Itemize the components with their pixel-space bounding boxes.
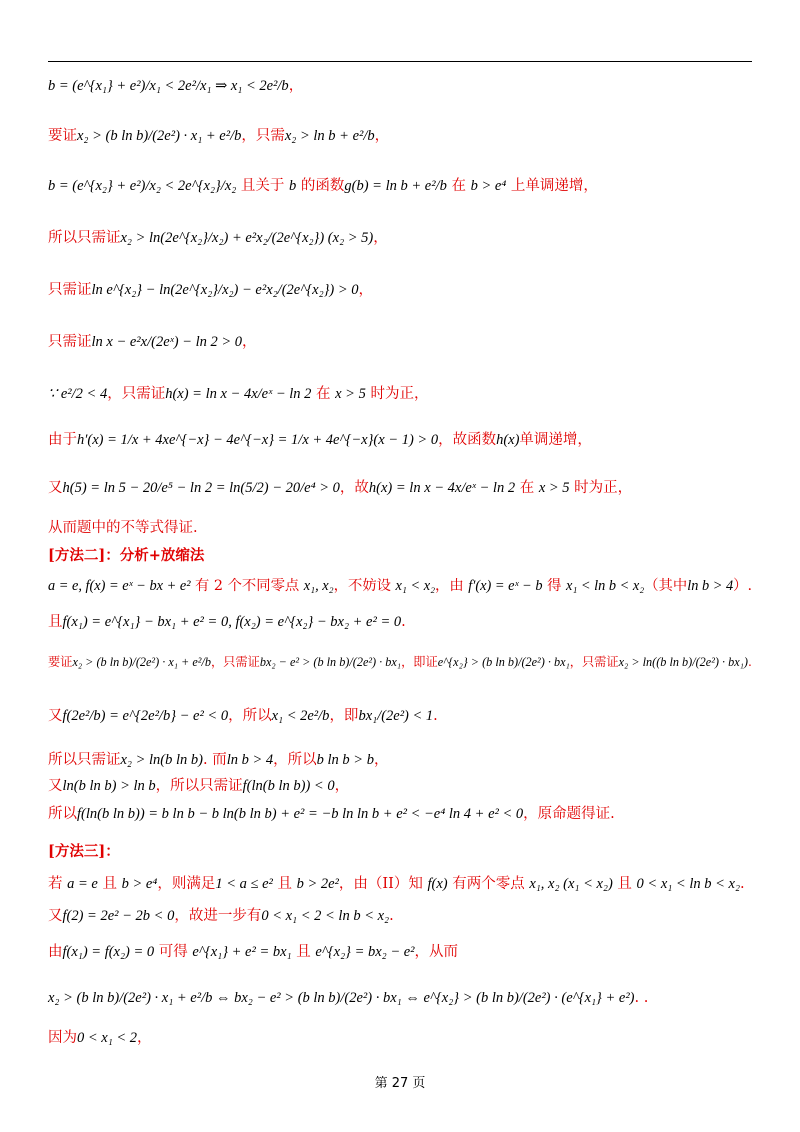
annotation-text: 可得 — [154, 944, 193, 960]
math-expression: b > 2e² — [296, 876, 339, 892]
annotation-text: 有两个零点 — [447, 876, 530, 892]
math-expression: e^{x₂} = bx₂ − e² — [315, 944, 415, 960]
annotation-text: 且 — [291, 944, 316, 960]
annotation-text: . — [433, 708, 438, 724]
math-expression: x₂ > (b ln b)/(2e²) · x₁ + e²/b ⇔ bx₂ − e² > (b ln b)/(2e²) · bx₁ ⇔ e^{x₂} > (b ln b)/(2e²) · (e^{x₁} + e²) — [48, 990, 635, 1006]
annotation-text: 且 — [272, 876, 297, 892]
annotation-text: ，故函数 — [438, 432, 497, 448]
text-line-8 — [48, 430, 592, 450]
annotation-text: . 而 — [202, 752, 227, 768]
math-expression: 0 < x₁ < ln b < x₂ — [636, 876, 740, 892]
math-expression: b = (e^{x₂} + e²)/x₂ < 2e^{x₂}/x₂ — [48, 178, 237, 194]
text-line-6 — [48, 332, 257, 352]
annotation-text: . — [401, 614, 406, 630]
annotation-text: 有 2 个不同零点 — [190, 578, 304, 594]
annotation-text: ， — [137, 1030, 152, 1046]
annotation-text: 所以 — [48, 806, 77, 822]
math-expression: 0 < x₁ < 2 < ln b < x₂ — [261, 908, 390, 924]
math-expression: f(2) = 2e² − 2b < 0 — [62, 908, 175, 924]
math-expression: x₁, x₂ (x₁ < x₂) — [529, 876, 613, 892]
text-line-3 — [48, 176, 598, 196]
math-expression: b — [289, 178, 297, 194]
annotation-text: ，所以 — [273, 752, 317, 768]
math-expression: x₂ > ln(2e^{x₂}/x₂) + e²x₂/(2e^{x₂}) (x₂ > 5) — [120, 230, 374, 246]
annotation-text: ，由 — [435, 578, 469, 594]
math-expression: a = e — [67, 876, 98, 892]
math-expression: ln b > 4 — [687, 578, 734, 594]
text-line-4 — [48, 228, 388, 248]
math-expression: f(ln(b ln b)) < 0 — [242, 778, 335, 794]
annotation-text: . — [389, 908, 394, 924]
annotation-text: 在 — [515, 480, 539, 496]
text-line-10 — [48, 518, 198, 538]
annotation-text: ， — [373, 230, 388, 246]
annotation-text: 因为 — [48, 1030, 77, 1046]
math-expression: f(ln(b ln b)) = b ln b − b ln(b ln b) + e² = −b ln ln b + e² < −e⁴ ln 4 + e² < 0 — [77, 806, 524, 822]
text-line-2 — [48, 126, 389, 146]
annotation-text: 由 — [48, 944, 63, 960]
section-heading: [方法二]：分析+放缩法 — [48, 547, 205, 564]
text-line-24 — [48, 1028, 152, 1048]
text-line-17 — [48, 776, 349, 796]
math-expression: ln x − e²x/(2eˣ) − ln 2 > 0 — [91, 334, 243, 350]
annotation-text: ， — [374, 128, 390, 144]
annotation-text: ，故进一步有 — [174, 908, 262, 924]
annotation-text: ，所以只需证 — [155, 778, 243, 794]
math-expression: 1 < a ≤ e² — [215, 876, 273, 892]
annotation-text: . — [747, 655, 752, 669]
page-number: 第 27 页 — [374, 1076, 426, 1091]
annotation-text: 单调递增， — [519, 432, 592, 448]
annotation-text: ，即证 — [401, 655, 438, 669]
math-expression: bx₁/(2e²) < 1 — [358, 708, 434, 724]
annotation-text: ，原命题得证. — [523, 806, 615, 822]
math-expression: bx₂ − e² > (b ln b)/(2e²) · bx₁ — [259, 655, 402, 669]
math-expression: e^{x₂} > (b ln b)/(2e²) · bx₁ — [437, 655, 570, 669]
text-line-20 — [48, 874, 745, 894]
text-line-14 — [48, 652, 752, 672]
annotation-text: ， — [358, 282, 374, 298]
annotation-text: ， — [242, 334, 257, 350]
annotation-text: 且 — [48, 614, 63, 630]
annotation-text: ，则满足 — [157, 876, 216, 892]
text-line-5 — [48, 280, 373, 300]
math-expression: h(5) = ln 5 − 20/e⁵ − ln 2 = ln(5/2) − 20/e⁴ > 0 — [62, 480, 340, 496]
math-expression: x₂ > (b ln b)/(2e²) · x₁ + e²/b — [72, 655, 211, 669]
math-expression: x₁ < ln b < x₂ — [565, 578, 645, 594]
annotation-text: 所以只需证 — [48, 230, 121, 246]
annotation-text: 所以只需证 — [48, 752, 121, 768]
math-expression: x₁ < 2e²/b — [271, 708, 330, 724]
annotation-text: 又 — [48, 778, 63, 794]
text-line-16 — [48, 750, 388, 770]
math-expression: f′(x) = eˣ − b — [468, 578, 543, 594]
annotation-text: . — [740, 876, 745, 892]
annotation-text: 由于 — [48, 432, 77, 448]
text-line-18 — [48, 804, 615, 824]
annotation-text: ，由（II）知 — [338, 876, 428, 892]
math-expression: b > e⁴ — [470, 178, 507, 194]
annotation-text: 时为正， — [365, 386, 429, 402]
math-expression: e^{x₁} + e² = bx₁ — [192, 944, 292, 960]
annotation-text: ，即 — [329, 708, 359, 724]
annotation-text: 的函数 — [296, 178, 345, 194]
annotation-text: 时为正， — [569, 480, 633, 496]
math-expression: ∵ e²/2 < 4 — [48, 386, 108, 402]
math-expression: f(x) — [427, 876, 448, 892]
text-line-9 — [48, 478, 632, 498]
math-expression: h(x) = ln x − 4x/eˣ − ln 2 — [165, 386, 312, 402]
math-expression: g(b) = ln b + e²/b — [344, 178, 447, 194]
math-expression: f(x₁) = e^{x₁} − bx₁ + e² = 0, f(x₂) = e^{x₂} − bx₂ + e² = 0 — [62, 614, 402, 630]
math-expression: x > 5 — [538, 480, 570, 496]
annotation-text: 若 — [48, 876, 68, 892]
annotation-text: 且 — [612, 876, 637, 892]
annotation-text: ， — [334, 778, 350, 794]
text-line-15 — [48, 706, 438, 726]
math-expression: h′(x) = 1/x + 4xe^{−x} − 4e^{−x} = 1/x + 4e^{−x}(x − 1) > 0 — [77, 432, 439, 448]
annotation-text: 且关于 — [236, 178, 290, 194]
math-expression: b > e⁴ — [121, 876, 158, 892]
annotation-text: ，只需证 — [107, 386, 166, 402]
text-line-23 — [48, 988, 648, 1008]
annotation-text: ，故 — [339, 480, 369, 496]
math-expression: f(2e²/b) = e^{2e²/b} − e² < 0 — [62, 708, 229, 724]
text-line-13 — [48, 612, 406, 632]
math-expression: b ln b > b — [316, 752, 374, 768]
math-expression: x₂ > ln(b ln b) — [120, 752, 203, 768]
annotation-text: （其中 — [644, 578, 688, 594]
math-expression: x > 5 — [335, 386, 366, 402]
annotation-text: 且 — [97, 876, 122, 892]
annotation-text: 得 — [542, 578, 566, 594]
text-line-21 — [48, 906, 394, 926]
annotation-text: ， — [288, 78, 304, 94]
annotation-text: ，只需证 — [569, 655, 619, 669]
math-expression: ln e^{x₂} − ln(2e^{x₂}/x₂) − e²x₂/(2e^{x₂}) > 0 — [91, 282, 359, 298]
text-line-12 — [48, 576, 752, 596]
annotation-text: 要证 — [48, 655, 73, 669]
header-rule — [48, 61, 752, 62]
text-line-11 — [48, 546, 204, 566]
annotation-text: 只需证 — [48, 334, 92, 350]
math-expression: x₂ > (b ln b)/(2e²) · x₁ + e²/b — [77, 128, 242, 144]
annotation-text: ，从而 — [414, 944, 459, 960]
math-expression: h(x) — [496, 432, 520, 448]
annotation-text: 上单调递增， — [506, 178, 598, 194]
math-expression: f(x₁) = f(x₂) = 0 — [62, 944, 155, 960]
annotation-text: ）. — [733, 578, 752, 594]
annotation-text: ，只需证 — [210, 655, 260, 669]
annotation-text: 又 — [48, 908, 63, 924]
annotation-text: ，只需 — [241, 128, 285, 144]
math-expression: h(x) = ln x − 4x/eˣ − ln 2 — [368, 480, 516, 496]
annotation-text: 从而题中的不等式得证. — [48, 520, 198, 536]
text-line-22 — [48, 942, 458, 962]
annotation-text: 又 — [48, 480, 63, 496]
math-expression: ln b > 4 — [226, 752, 274, 768]
math-expression: x₂ > ln b + e²/b — [284, 128, 375, 144]
text-line-19 — [48, 842, 120, 862]
annotation-text: ，不妨设 — [333, 578, 396, 594]
section-heading: [方法三]： — [48, 843, 120, 860]
annotation-text: 又 — [48, 708, 63, 724]
math-expression: x₂ > ln((b ln b)/(2e²) · bx₁) — [618, 655, 748, 669]
math-expression: x₁, x₂ — [303, 578, 334, 594]
math-expression: x₁ < x₂ — [395, 578, 436, 594]
text-line-7 — [48, 384, 428, 404]
math-expression: ln(b ln b) > ln b — [62, 778, 156, 794]
annotation-text: 在 — [446, 178, 471, 194]
annotation-text: 在 — [311, 386, 336, 402]
math-expression: b = (e^{x₁} + e²)/x₁ < 2e²/x₁ ⇒ x₁ < 2e²/b — [48, 78, 289, 94]
math-expression: a = e, f(x) = eˣ − bx + e² — [48, 578, 191, 594]
annotation-text: 要证 — [48, 128, 77, 144]
annotation-text: . . — [634, 990, 649, 1006]
annotation-text: ，所以 — [228, 708, 272, 724]
annotation-text: ， — [373, 752, 389, 768]
math-expression: 0 < x₁ < 2 — [77, 1030, 138, 1046]
annotation-text: 只需证 — [48, 282, 92, 298]
text-line-1 — [48, 76, 303, 96]
